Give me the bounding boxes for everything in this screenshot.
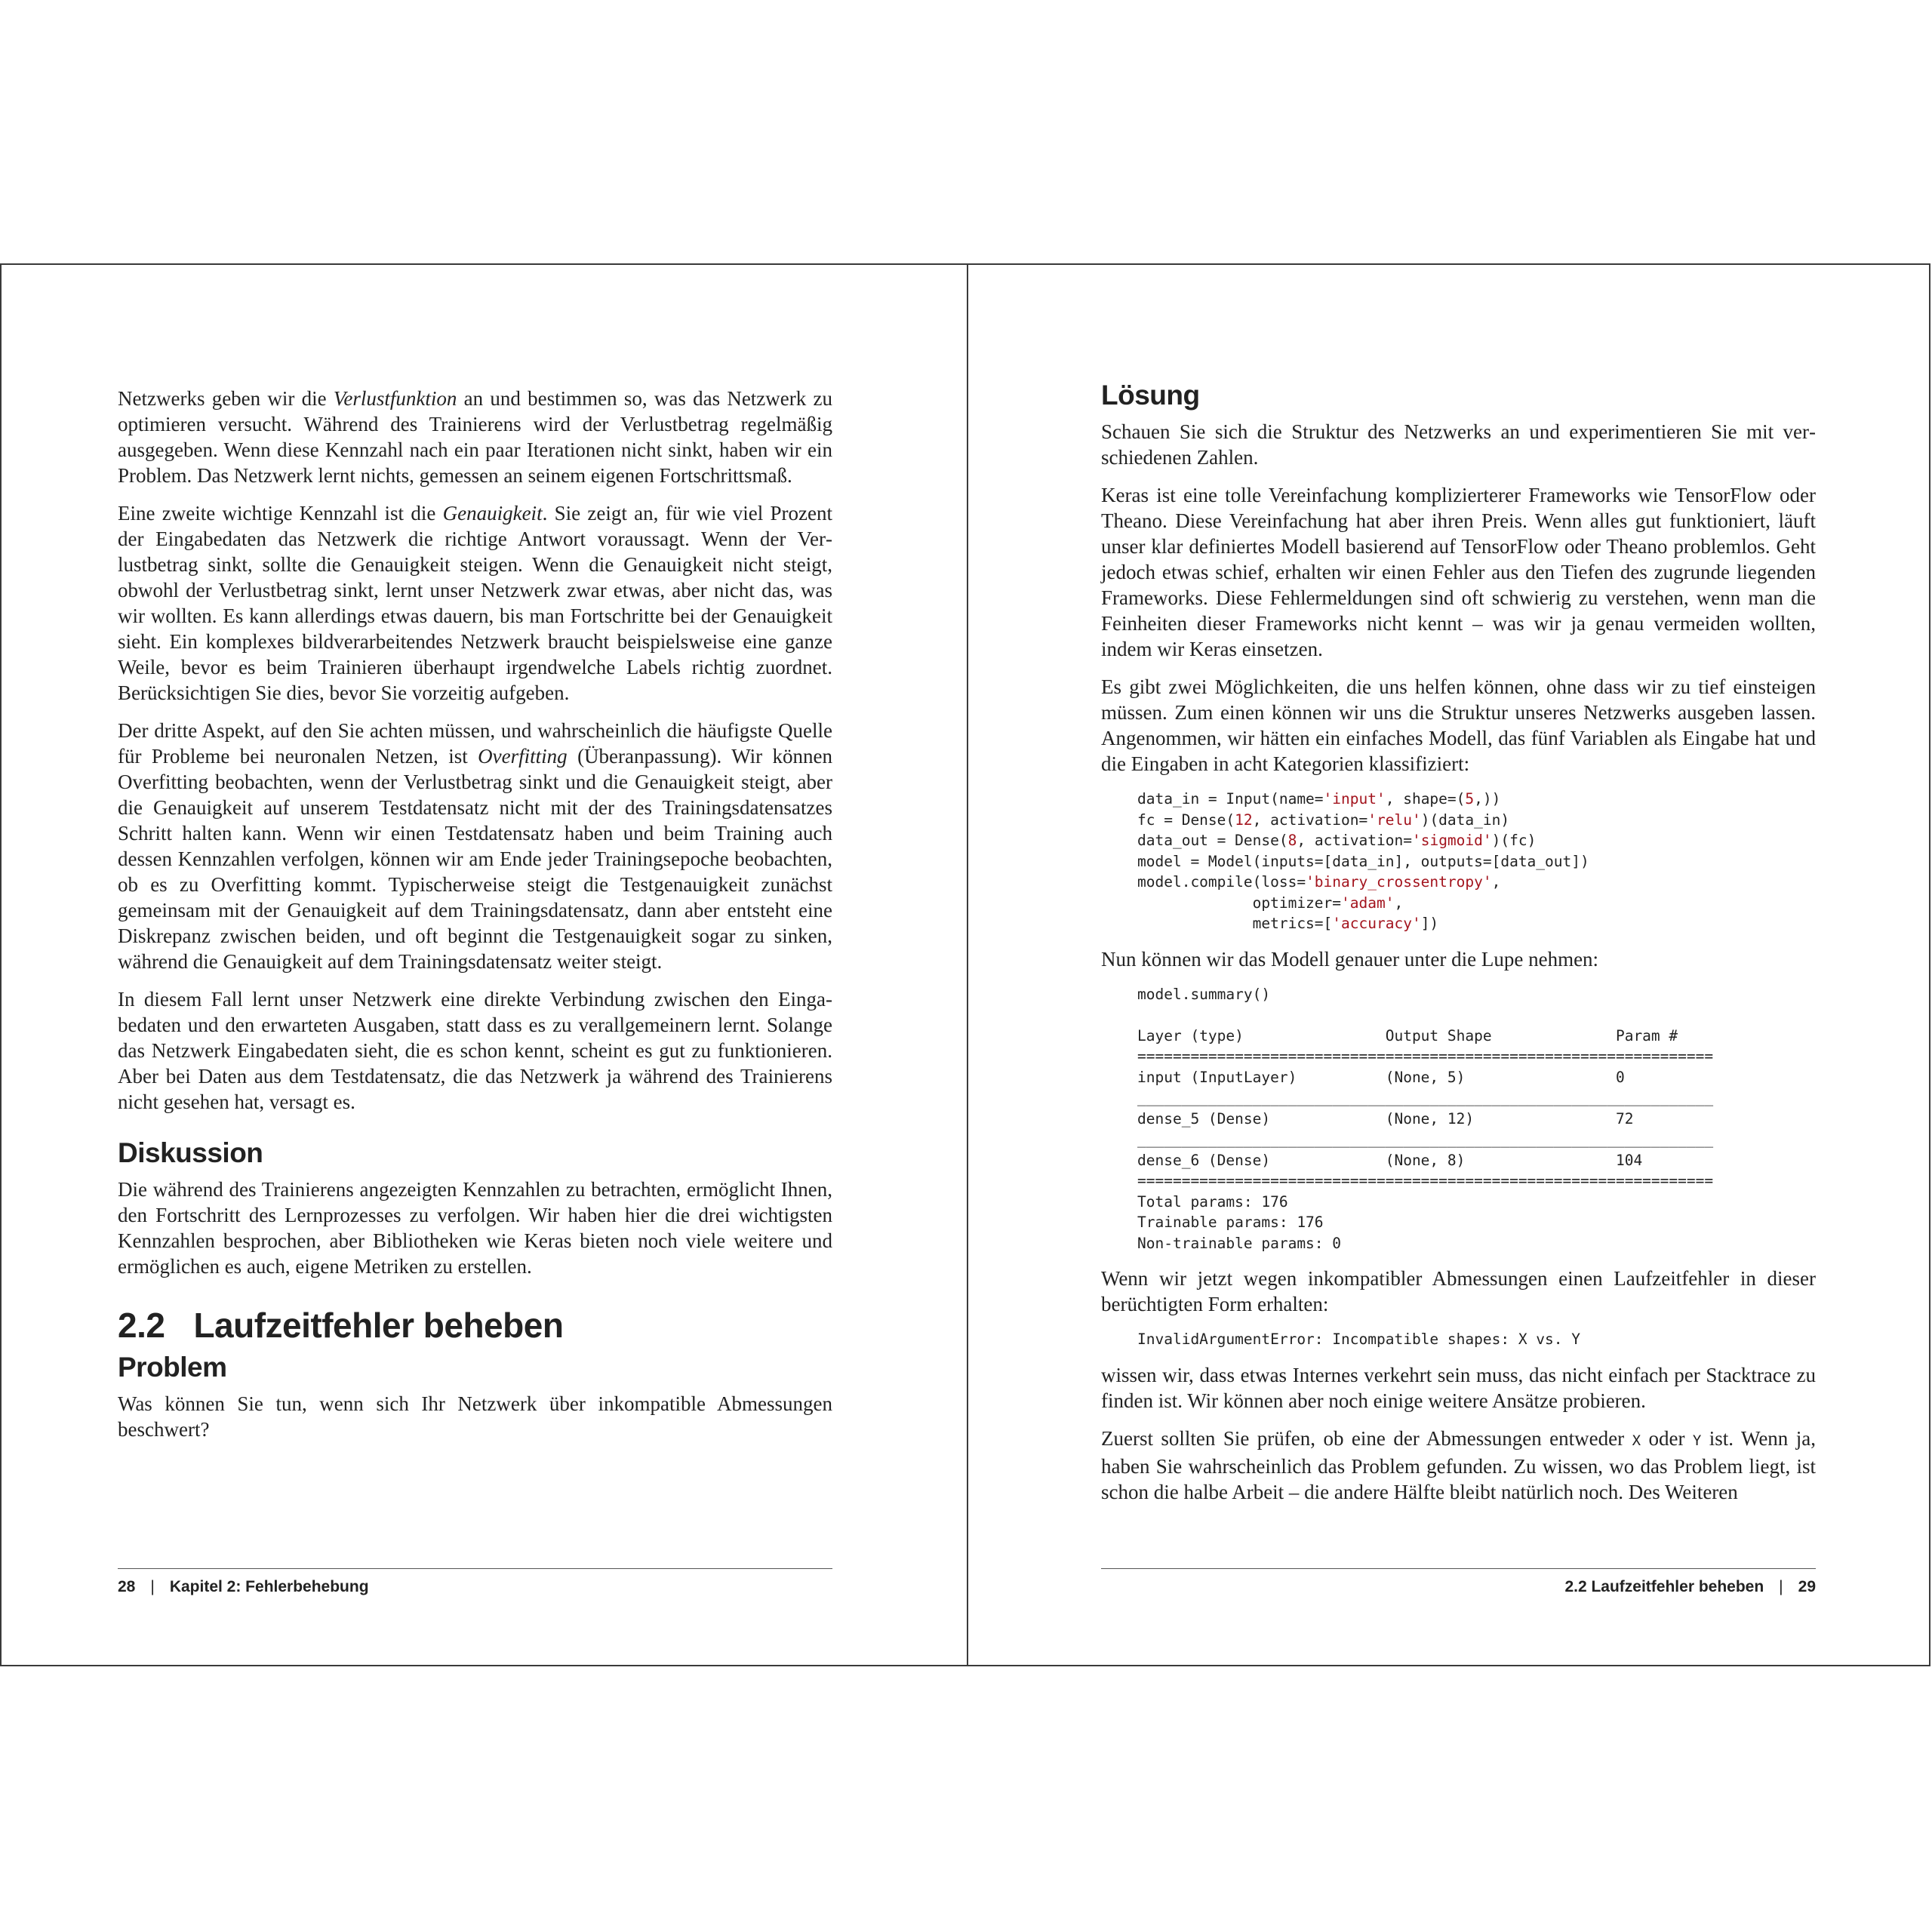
code-text: ,)) (1474, 790, 1501, 808)
heading-diskussion: Diskussion (118, 1137, 263, 1168)
page-number: 29 (1798, 1578, 1816, 1595)
code-string: 'binary_crossentropy' (1306, 873, 1492, 891)
right-page (968, 265, 1932, 1665)
book-spread (0, 263, 1930, 1666)
code-number: 5 (1465, 790, 1475, 808)
code-string: 'accuracy' (1332, 915, 1421, 932)
heading-problem: Problem (118, 1352, 227, 1383)
code-text: data_out = Dense( (1137, 832, 1288, 849)
code-block-error: InvalidArgumentError: Incompatible shapes: X vs. Y (1137, 1331, 1580, 1348)
code-text: fc = Dense( (1137, 811, 1235, 829)
left-page (2, 265, 967, 1665)
running-chapter-title: Kapitel 2: Fehlerbehebung (169, 1578, 369, 1595)
paragraph-genauigkeit: Eine zweite wichtige Kennzahl ist die Genauigkeit. Sie zeigt an, für wie viel Prozent der Eingabedaten das Netzwerk die richtige Antwort voraussagt. Wenn der Verlustbetrag sinkt, sollte die Genauigkeit steigen. Wenn die Genauigkeit nicht steigt, obwohl der Verlustbetrag sinkt, lernt unser Netzwerk zwar etwas, aber nicht das, was wir wollten. Es kann allerdings etwas dauern, bis man Fortschritte bei der Genauigkeit sieht. Ein komplexes bildverarbeitendes Netzwerk braucht beispielsweise eine ganze Weile, bevor es beim Trainieren überhaupt irgendwelche Labels richtig zuordnet. Berücksichtigen Sie dies, bevor Sie vorzeitig aufgeben. (118, 502, 832, 704)
code-number: 12 (1235, 811, 1253, 829)
paragraph-struktur: Schauen Sie sich die Struktur des Netzwerks an und experimentieren Sie mit verschiedenen Zahlen. (1101, 420, 1816, 469)
code-number: 8 (1287, 832, 1297, 849)
code-text: , (1491, 873, 1501, 891)
paragraph-problem: Was können Sie tun, wenn sich Ihr Netzwerk über inkompatible Abmessungen beschwert? (118, 1392, 832, 1441)
paragraph-verlustfunktion: Netzwerks geben wir die Verlustfunktion an und bestimmen so, was das Netzwerk zu optimieren versucht. Während des Trainierens wird der Verlustbetrag regelmäßig ausgegeben. Wenn diese Kennzahl nach ein paar Iterationen nicht sinkt, haben wir ein Problem. Das Netzwerk lernt nichts, gemessen an seinem eigenen Fortschrittsmaß. (118, 387, 832, 487)
section-heading (118, 1305, 832, 1346)
code-text: )(fc) (1491, 832, 1537, 849)
code-string: 'sigmoid' (1411, 832, 1492, 849)
code-block-summary: model.summary() Layer (type) Output Shape Param # ================================================================= input (InputLayer) (None, 5) 0 _________________________________________________________________ dense_5 (Dense) (None, 12) 72 _________________________________________________________________ dense_6 (Dense) (None, 8) 104 ================================================================= Total params: 176 Trainable params: 176 Non-trainable params: 0 (1137, 985, 1714, 1252)
paragraph-moeglichkeiten: Es gibt zwei Möglichkeiten, die uns helfen können, ohne dass wir zu tief einsteigen müssen. Zum einen können wir uns die Struktur unseres Netzwerks ausgeben lassen. Angenommen, wir hätten ein einfaches Modell, das fünf Variablen als Eingabe hat und die Eingaben in acht Kategorien klassifiziert: (1101, 675, 1816, 775)
code-text: , (1394, 894, 1404, 912)
footer-rule (1101, 1568, 1816, 1569)
paragraph-overfitting: Der dritte Aspekt, auf den Sie achten müssen, und wahrscheinlich die häufigste Quelle für Probleme bei neuronalen Netzen, ist Overfitting (Überanpassung). Wir können Overfitting beobachten, wenn der Verlustbetrag sinkt und die Genauigkeit steigt, aber die Genauigkeit auf unserem Testdatensatz nicht mit der des Trainingsdatensatzes Schritt halten kann. Wenn wir einen Testdatensatz haben und beim Training auch dessen Kennzahlen verfolgen, können wir am Ende jeder Trainingsepoche beobachten, ob es zu Overfitting kommt. Typischerweise steigt die Testgenauigkeit zunächst gemeinsam mit der Genauigkeit auf dem Trainingsdatensatz, dann aber entsteht eine Diskrepanz zwischen beiden, und oft beginnt die Testgenauigkeit sogar zu sinken, während die Genauigkeit auf dem Trainingsdatensatz weiter steigt. (118, 719, 832, 973)
section-number: 2.2 (118, 1306, 165, 1345)
left-footer (118, 1568, 832, 1596)
paragraph-abmessungen: Zuerst sollten Sie prüfen, ob eine der Abmessungen entweder X oder Y ist. Wenn ja, haben Sie wahrscheinlich das Problem gefunden. Zu wissen, wo das Problem liegt, ist schon die halbe Arbeit – die andere Hälfte bleibt natürlich noch. Des Weiteren (1101, 1426, 1816, 1503)
code-text: )(data_in) (1420, 811, 1510, 829)
code-text: model = Model(inputs=[data_in], outputs=[data_out]) (1137, 852, 1589, 870)
code-text: , activation= (1297, 832, 1412, 849)
paragraph-verallgemeinern: In diesem Fall lernt unser Netzwerk eine direkte Verbindung zwischen den Eingabedaten und den erwarteten Ausgaben, statt dass es zu verallgemeinern lernt. Solange das Netzwerk Eingabedaten sieht, die es schon kennt, scheint es gut zu funktionieren. Aber bei Daten aus dem Testdatensatz, die das Netzwerk ja während des Trainierens nicht gesehen hat, versagt es. (118, 988, 832, 1113)
code-block-model (1137, 789, 1816, 934)
code-string: 'input' (1323, 790, 1386, 808)
left-page-content (118, 386, 832, 1454)
code-text: data_in = Input(name= (1137, 790, 1324, 808)
heading-loesung: Lösung (1101, 380, 1200, 411)
code-text: ]) (1420, 915, 1439, 932)
paragraph-keras: Keras ist eine tolle Vereinfachung komplizierterer Frameworks wie TensorFlow oder Theano. Diese Vereinfachung hat aber ihren Preis. Wenn alles gut funktioniert, läuft unser klar definiertes Modell basierend auf TensorFlow oder Theano problemlos. Geht jedoch etwas schief, erhalten wir einen Fehler aus den Tiefen des zugrunde liegenden Frameworks. Diese Fehlermeldungen sind oft schwierig zu verstehen, wenn man die Feinheiten dieser Frameworks nicht kennt – was wir ja genau vermeiden wollten, indem wir Keras einsetzen. (1101, 484, 1816, 660)
paragraph-diskussion: Die während des Trainierens angezeigten Kennzahlen zu betrachten, ermöglicht Ihnen, den Fortschritt des Lernprozesses zu verfolgen. Wir haben hier die drei wichtigsten Kennzahlen besprochen, aber Bibliotheken wie Keras bieten noch viele weitere und ermöglichen es auch, eigene Metriken zu erstellen. (118, 1178, 832, 1278)
code-text: metrics=[ (1137, 915, 1333, 932)
running-section-title: 2.2 Laufzeitfehler beheben (1564, 1578, 1764, 1595)
paragraph-stacktrace: wissen wir, dass etwas Internes verkehrt sein muss, das nicht einfach per Stacktrace zu finden ist. Wir können aber noch einige weitere Ansätze probieren. (1101, 1363, 1816, 1412)
code-string: 'relu' (1367, 811, 1421, 829)
right-footer (1101, 1568, 1816, 1596)
footer-rule (118, 1568, 832, 1569)
code-text: model.compile(loss= (1137, 873, 1306, 891)
code-text: , shape=( (1385, 790, 1466, 808)
code-string: 'adam' (1341, 894, 1395, 912)
code-text: optimizer= (1137, 894, 1342, 912)
code-text: , activation= (1252, 811, 1368, 829)
paragraph-lupe: Nun können wir das Modell genauer unter die Lupe nehmen: (1101, 947, 1599, 971)
right-page-content (1101, 380, 1816, 1517)
section-title: Laufzeitfehler beheben (193, 1306, 564, 1345)
footer-separator: | (150, 1578, 155, 1595)
footer-separator: | (1779, 1578, 1783, 1595)
page-number: 28 (118, 1578, 136, 1595)
paragraph-laufzeitfehler: Wenn wir jetzt wegen inkompatibler Abmessungen einen Laufzeitfehler in dieser berüchtigten Form erhalten: (1101, 1267, 1816, 1315)
